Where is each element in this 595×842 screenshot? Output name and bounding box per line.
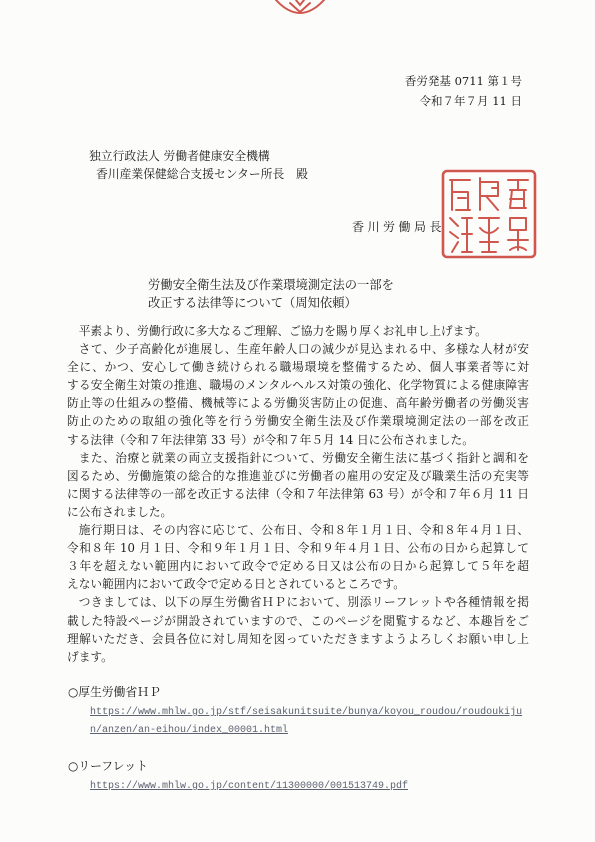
- received-stamp-fragment: [270, 0, 330, 24]
- body-line: げます。: [67, 649, 113, 664]
- paragraph: [67, 593, 529, 665]
- mhlw-hp-url-line[interactable]: https://www.mhlw.go.jp/stf/seisakunitsuite/bunya/koyou_roudou/roudoukiju: [90, 707, 523, 718]
- body-line: に関する法律等の一部を改正する法律（令和７年法律第 63 号）が令和７年６月 11 日: [67, 486, 529, 501]
- document-date: 令和７年７月 11 日: [419, 94, 522, 108]
- addressee-block: [89, 148, 308, 183]
- body-line: 全に、かつ、安心して働き続けられる職場環境を整備するため、個人事業者等に対: [67, 360, 529, 375]
- body-line: に公布されました。: [67, 504, 173, 519]
- title-line: 改正する法律等について（周知依頼）: [148, 295, 357, 310]
- official-seal: [440, 168, 538, 260]
- body-line: さて、少子高齢化が進展し、生産年齢人口の減少が見込まれる中、多様な人材が安: [78, 342, 529, 357]
- document-title: [148, 277, 394, 312]
- title-line: 労働安全衛生法及び作業環境測定法の一部を: [148, 278, 394, 292]
- mhlw-hp-url-line[interactable]: n/anzen/an-eihou/index_00001.html: [90, 725, 289, 736]
- addressee-organization: 独立行政法人 労働者健康安全機構: [89, 149, 270, 163]
- paragraph: [67, 340, 529, 449]
- paragraph: [67, 449, 529, 521]
- body-line: 令和８年 10 月１日、令和９年１月１日、令和９年４月１日、公布の日から起算して: [67, 541, 529, 556]
- body-line: 防止のための取組の強化等を行う労働安全衛生法及び作業環境測定法の一部を改正: [67, 414, 529, 429]
- body-line: 図るため、労働施策の総合的な推進並びに労働者の雇用の安定及び職業生活の充実等: [67, 468, 529, 483]
- body-line: つきましては、以下の厚生労働省ＨＰにおいて、別添リーフレットや各種情報を掲: [78, 595, 529, 610]
- body-line: 防止等の仕組みの整備、機械等による労働災害防止の促進、高年齢労働者の労働災害: [67, 396, 529, 411]
- letter-body: [67, 322, 529, 666]
- paragraph: [67, 322, 529, 340]
- body-line: する法律（令和７年法律第 33 号）が令和７年５月 14 日に公布されました。: [67, 432, 474, 447]
- leaflet-url[interactable]: https://www.mhlw.go.jp/content/11300000/001513749.pdf: [90, 781, 409, 792]
- leaflet-heading: ○リーフレット: [68, 759, 148, 773]
- body-line: 平素より、労働行政に多大なるご理解、ご協力を賜り厚くお礼申し上げます。: [78, 324, 487, 338]
- paragraph: [67, 521, 529, 593]
- body-line: 施行期日は、その内容に応じて、公布日、令和８年１月１日、令和８年４月１日、: [78, 523, 529, 538]
- body-line: する安全衛生対策の推進、職場のメンタルヘルス対策の強化、化学物質による健康障害: [67, 378, 529, 393]
- body-line: 理解いただき、会員各位に対し周知を図っていただきますようよろしくお願い申し上: [67, 631, 529, 646]
- body-line: また、治療と就業の両立支援指針について、労働安全衛生法に基づく指針と調和を: [78, 450, 529, 465]
- body-line: 載した特設ページが開設されていますので、このページを閲覧するなど、本趣旨をご: [67, 613, 529, 628]
- body-line: えない範囲内において政令で定める日とされているところです。: [67, 577, 405, 592]
- body-line: ３年を超えない範囲内において政令で定める日又は公布の日から起算して５年を超: [67, 559, 529, 574]
- mhlw-hp-heading: ○厚生労働省ＨＰ: [68, 685, 161, 699]
- reference-block: [405, 71, 522, 111]
- addressee-recipient: 香川産業保健総合支援センター所長 殿: [96, 166, 308, 181]
- sender-name: 香川労働局長: [352, 220, 446, 234]
- reference-number: 香労発基 0711 第１号: [404, 74, 522, 88]
